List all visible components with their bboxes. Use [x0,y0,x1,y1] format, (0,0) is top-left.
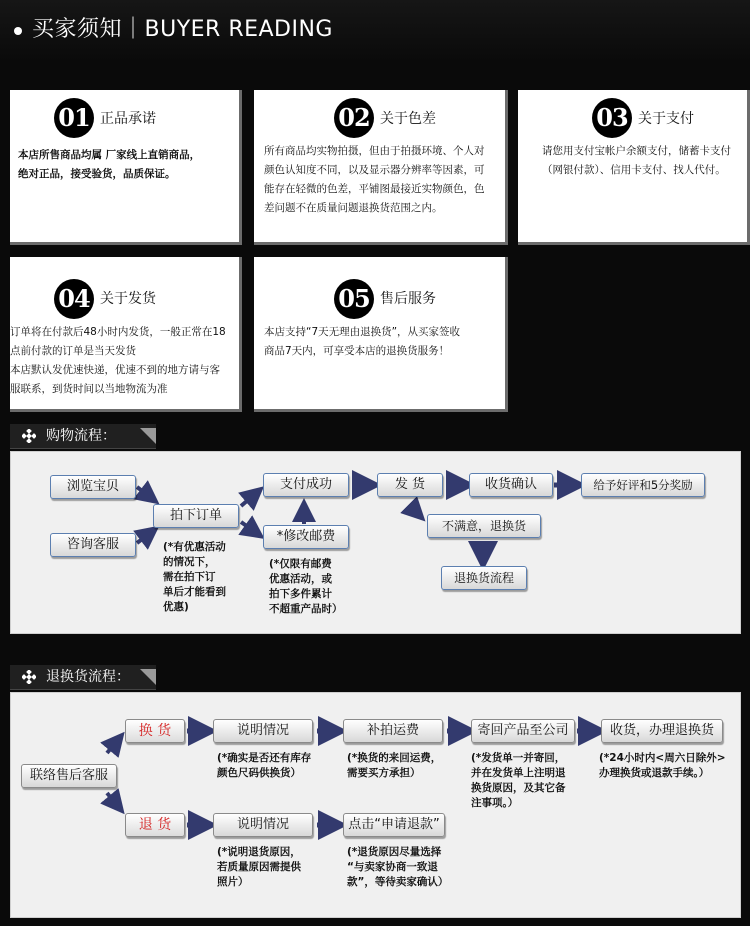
send-back-button[interactable]: 寄回产品至公司 [471,719,575,743]
card-body: 所有商品均实物拍摄，但由于拍摄环境、个人对 颜色认知度不同，以及显示器分辨率等因素，可 能存在轻微的色差，平铺图最接近实物颜色，色 差问题不在质量问题退换货范围之内。 [264,145,485,214]
card-body: 订单将在付款后48小时内发货，一般正常在18 点前付款的订单是当天发货 本店默认发优速快递，优速不到的地方请与客 服联系，到货时间以当地物流为准 [10,326,226,395]
notice-card-shipping [10,257,242,412]
arrow-contact-refund [107,793,117,805]
arrow-consult-order [137,533,150,543]
number-badge: 02 [334,98,374,138]
card-body: 本店所售商品均属 厂家线上直销商品， 绝对正品，接受验货，品质保证。 [18,149,201,180]
arrow-browse-order [137,487,150,497]
exchange-button[interactable]: 换 货 [125,719,185,743]
modify-note: (*仅限有邮费 优惠活动，或 拍下多件累计 不超重产品时） [269,558,343,615]
arrow-contact-exchange [107,741,117,753]
send-back-note: (*发货单一并寄回， 并在发货单上注明退 换货原因，及其它备 注事项。） [471,752,566,809]
page-title: 买家须知｜BUYER READING [32,17,333,42]
contact-aftersale-button[interactable]: 联络售后客服 [21,764,117,788]
place-order-button[interactable]: 拍下订单 [153,504,239,528]
explain-exchange-note: (*确实是否还有库存 颜色尺码供换货） [217,752,312,779]
number-badge: 05 [334,279,374,319]
notice-card-genuine [10,90,242,245]
postage-button[interactable]: 补拍运费 [343,719,443,743]
shopping-flow-panel [10,451,741,634]
consult-button[interactable]: 咨询客服 [50,533,136,557]
refund-button[interactable]: 退 货 [125,813,185,837]
page-header [0,0,750,62]
arrow-ship-unsatisfied [409,505,417,513]
unsatisfied-return-button[interactable]: 不满意，退换货 [427,514,541,538]
section-title: 购物流程： [46,428,116,444]
browse-button[interactable]: 浏览宝贝 [50,475,136,499]
corner-triangle-icon [140,428,156,444]
section-title: 退换货流程： [46,669,130,685]
explain-refund-note: (*说明退货原因， 若质量原因需提供 照片） [217,846,301,888]
diamond-dots-icon [22,429,36,443]
number-badge: 01 [54,98,94,138]
notice-card-aftersale [254,257,508,412]
card-title: 关于支付 [638,111,694,127]
shopping-flow-header [10,424,156,449]
card-body: 本店支持“7天无理由退换货”，从买家签收 商品7天内，可享受本店的退换货服务！ [264,326,461,357]
arrow-order-pay [241,494,255,506]
modify-postage-button[interactable]: *修改邮费 [263,525,349,549]
arrow-order-modify [241,522,255,532]
number-badge: 03 [592,98,632,138]
card-title: 关于色差 [380,111,436,127]
returns-flow-header [10,665,156,690]
card-title: 关于发货 [100,291,156,307]
explain-exchange-button[interactable]: 说明情况 [213,719,313,743]
corner-triangle-icon [140,669,156,685]
apply-refund-button[interactable]: 点击“申请退款” [343,813,445,837]
review-reward-button[interactable]: 给予好评和5分奖励 [581,473,705,497]
explain-refund-button[interactable]: 说明情况 [213,813,313,837]
notice-card-payment [518,90,750,245]
diamond-dots-icon [22,670,36,684]
card-title: 售后服务 [380,291,436,307]
apply-refund-note: (*退货原因尽量选择 “与卖家协商一致退 款”，等待卖家确认） [347,846,449,888]
card-body: 请您用支付宝帐户余额支付，储蓄卡支付 （网银付款）、信用卡支付、找人代付。 [542,145,731,176]
notice-card-color [254,90,508,245]
confirm-receipt-button[interactable]: 收货确认 [469,473,553,497]
number-badge: 04 [54,279,94,319]
postage-note: (*换货的来回运费， 需要买方承担） [347,752,442,779]
payment-success-button[interactable]: 支付成功 [263,473,349,497]
receive-process-button[interactable]: 收货，办理退换货 [601,719,723,743]
return-flow-button[interactable]: 退换货流程 [441,566,527,590]
ship-button[interactable]: 发 货 [377,473,443,497]
receive-note: (*24小时内<周六日除外> 办理换货或退款手续。） [599,752,726,779]
order-note: (*有优惠活动 的情况下， 需在拍下订 单后才能看到 优惠) [163,541,226,613]
card-title: 正品承诺 [100,111,156,127]
bullet-dot-icon [14,27,22,35]
returns-flow-panel [10,692,741,918]
